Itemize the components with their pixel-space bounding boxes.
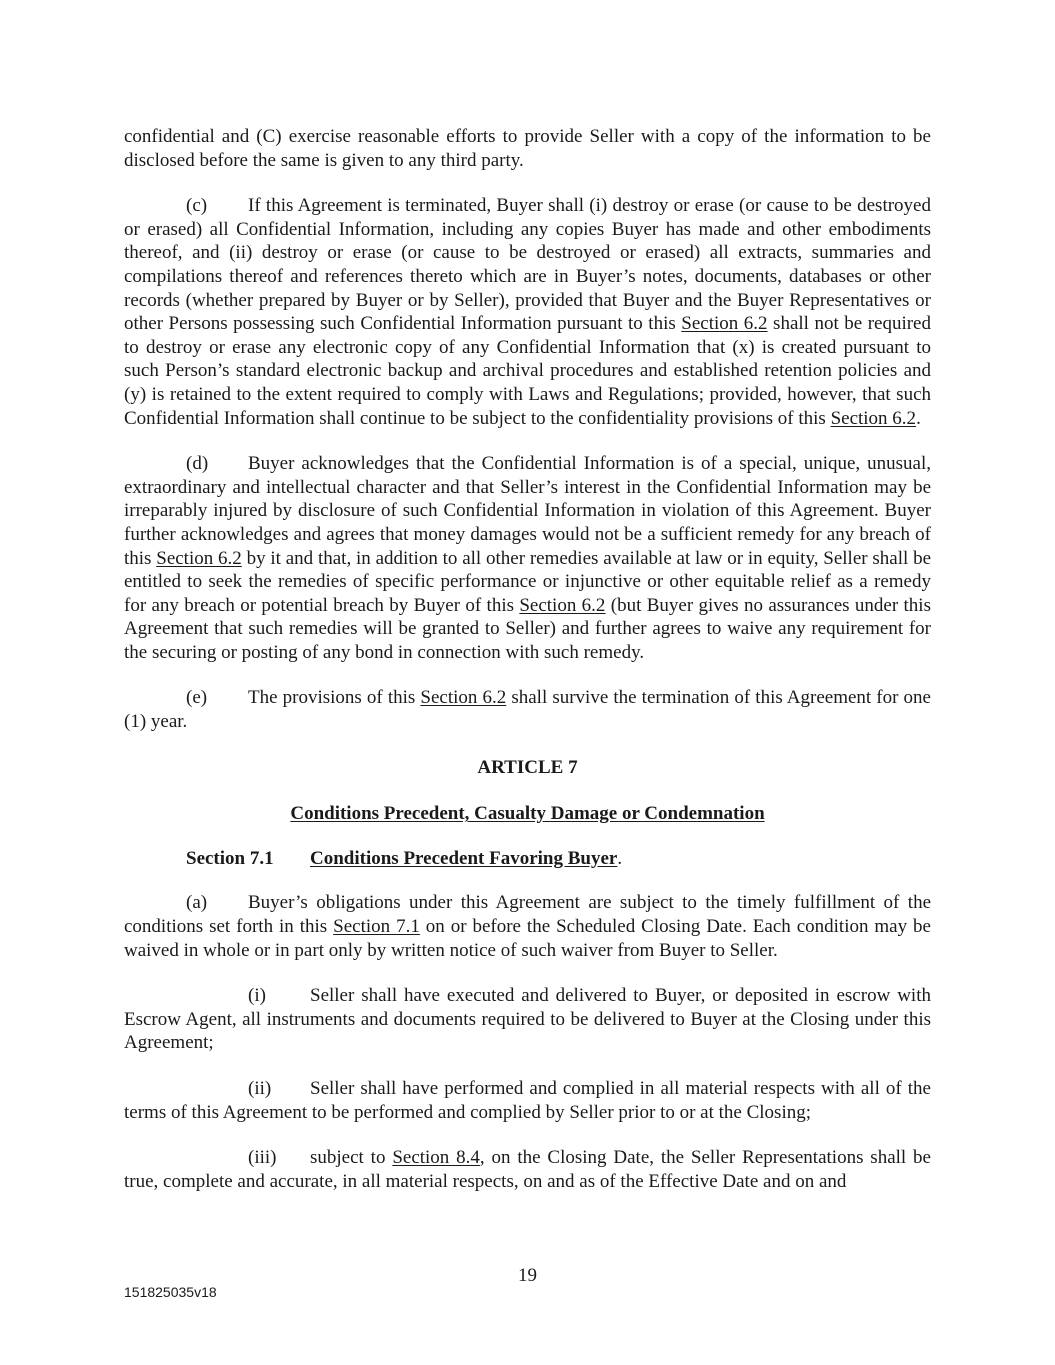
section-reference: Section 6.2 <box>156 547 242 569</box>
paragraph-c <box>124 194 931 430</box>
section-reference: Section 6.2 <box>830 407 917 429</box>
paragraph-text: shall not be required to destroy or erase any electronic copy of any Confidential Information that (x) is created pursuant to such Person’s standard electronic backup and archival procedures and established retention policies and (y) is retained to the extent required to comply with Laws and Regulations; provided, however, that such Confidential Information shall continue to be subject to the confidentiality provisions of this <box>124 313 931 429</box>
paragraph-text: Seller shall have executed and delivered to Buyer, or deposited in escrow with Escrow Agent, all instruments and documents required to be delivered to Buyer at the Closing under this Agreement; <box>124 985 931 1054</box>
paragraph-number: (e) <box>186 687 208 709</box>
page-number: 19 <box>518 1265 537 1286</box>
paragraph-text: Buyer acknowledges that the Confidential Information is of a special, unique, unusual, extraordinary and intellectual character and that Seller’s interest in the Confidential Information may be irreparably injured by disclosure of such Confidential Information in violation of this Agreement. Buyer further acknowledges and agrees that money damages would not be a sufficient remedy for any breach of this <box>124 453 931 569</box>
paragraph-text: If this Agreement is terminated, Buyer shall (i) destroy or erase (or cause to be destroyed or erased) all Confidential Information, including any copies Buyer has made and other embodiments thereof, and (ii) destroy or erase (or cause to be destroyed or erased) all extracts, summaries and compilations thereof and references thereto which are in Buyer’s notes, documents, databases or other records (whether prepared by Buyer or by Seller), provided that Buyer and the Buyer Representatives or other Persons possessing such Confidential Information pursuant to this <box>124 195 931 335</box>
article-heading: ARTICLE 7 <box>477 756 578 778</box>
paragraph-number: (c) <box>186 195 208 217</box>
section-reference: Section 7.1 <box>333 916 420 938</box>
section-title: Conditions Precedent Favoring Buyer <box>310 847 618 869</box>
paragraph-text: (but Buyer gives no assurances under this Agreement that such remedies will be granted to Seller) and further agrees to waive any requirement for the securing or posting of any bond in connection with such remedy. <box>124 594 931 663</box>
paragraph-text: Seller shall have performed and complied in all material respects with all of the terms of this Agreement to be performed and complied by Seller prior to or at the Closing; <box>124 1078 931 1123</box>
section-reference: Section 6.2 <box>519 594 606 616</box>
subparagraph-number: (iii) <box>248 1147 277 1169</box>
document-body <box>124 125 931 1215</box>
paragraph-text: shall survive the termination of this Agreement for one (1) year. <box>124 687 931 733</box>
paragraph-text: The provisions of this <box>248 687 421 709</box>
subparagraph-iii <box>124 1146 931 1193</box>
subparagraph-i <box>124 984 931 1055</box>
section-period: . <box>617 847 623 869</box>
paragraph-e <box>124 686 931 733</box>
article-title <box>124 802 931 826</box>
paragraph-number: (a) <box>186 892 208 914</box>
article-title-text: Conditions Precedent, Casualty Damage or Condemnation <box>290 803 765 825</box>
subparagraph-number: (i) <box>248 985 266 1007</box>
subparagraph-ii <box>124 1077 931 1124</box>
paragraph-text: on or before the Scheduled Closing Date. Each condition may be waived in whole or in part only by written notice of such waiver from Buyer to Seller. <box>124 916 931 961</box>
paragraph-continuation: confidential and (C) exercise reasonable efforts to provide Seller with a copy of the information to be disclosed before the same is given to any third party. <box>124 126 931 171</box>
section-reference: Section 6.2 <box>681 313 768 335</box>
section-reference: Section 8.4 <box>392 1147 480 1169</box>
paragraph-text: , on the Closing Date, the Seller Representations shall be true, complete and accurate, in all material respects, on and as of the Effective Date and on and <box>124 1147 931 1192</box>
paragraph-text: subject to <box>310 1147 393 1169</box>
section-reference: Section 6.2 <box>420 687 507 709</box>
paragraph-a <box>124 891 931 962</box>
subparagraph-number: (ii) <box>248 1078 272 1099</box>
paragraph-text: . <box>916 407 921 429</box>
section-number: Section 7.1 <box>186 847 274 869</box>
paragraph-d <box>124 452 931 664</box>
paragraph-text: Buyer’s obligations under this Agreement are subject to the timely fulfillment of the conditions set forth in this <box>124 892 931 938</box>
paragraph-number: (d) <box>186 453 209 475</box>
paragraph-text: by it and that, in addition to all other remedies available at law or in equity, Seller shall be entitled to seek the remedies of specific performance or injunctive or other equitable relief as a remedy for any breach or potential breach by Buyer of this <box>124 547 931 616</box>
section-heading <box>124 847 931 871</box>
document-id: 151825035v18 <box>124 1284 217 1300</box>
